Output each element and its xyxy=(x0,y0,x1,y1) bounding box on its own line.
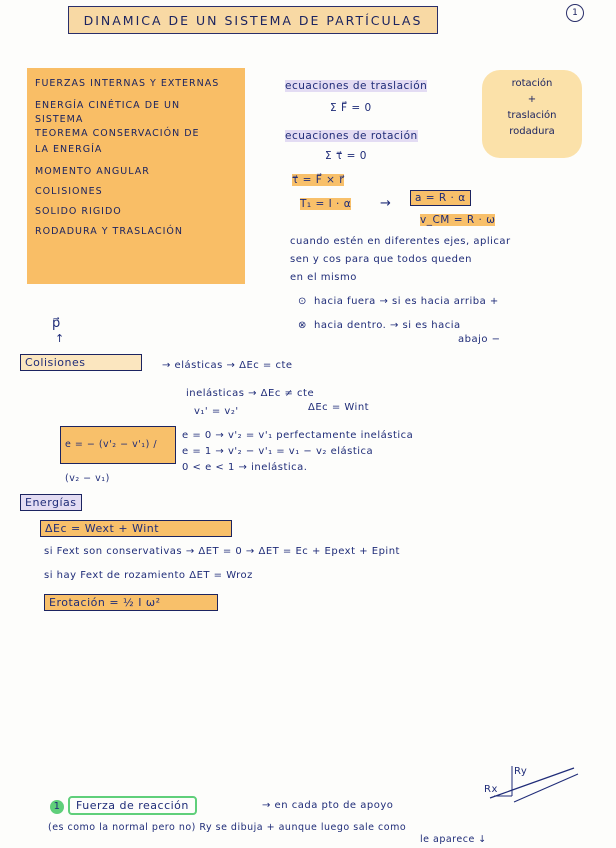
restitution-case: 0 < e < 1 → inelástica. xyxy=(182,462,308,473)
topic-item: FUERZAS INTERNAS Y EXTERNAS xyxy=(35,78,220,89)
restitution-formula: e = − (v'₂ − v'₁) / (v₂ − v₁) xyxy=(60,426,176,464)
support-sketch-icon xyxy=(484,758,584,810)
topic-item: SOLIDO RIGIDO xyxy=(35,206,122,217)
note-line: cuando estén en diferentes ejes, aplicar xyxy=(290,236,511,247)
restitution-case: e = 0 → v'₂ = v'₁ perfectamente inelástica xyxy=(182,430,414,441)
note-line: en el mismo xyxy=(290,272,357,283)
restitution-case: e = 1 → v'₂ − v'₁ = v₁ − v₂ elástica xyxy=(182,446,374,457)
rotation-translation-note: rotación + traslación rodadura xyxy=(482,70,582,158)
vcm-relation: v_CM = R · ω xyxy=(420,214,496,226)
topic-item: LA ENERGÍA xyxy=(35,144,103,155)
topic-item: SISTEMA xyxy=(35,114,84,125)
reaction-force-label: Fuerza de reacción xyxy=(68,796,197,815)
rotational-energy: Erotación = ½ I ω² xyxy=(44,594,218,611)
in-note-2: abajo − xyxy=(458,334,501,345)
topic-item: COLISIONES xyxy=(35,186,103,197)
topic-item: TEOREMA CONSERVACIÓN DE xyxy=(35,128,200,139)
topic-item: MOMENTO ANGULAR xyxy=(35,166,150,177)
energy-theorem: ΔEc = Wext + Wint xyxy=(40,520,232,537)
rotacion-eq: Σ τ⃗ = 0 xyxy=(325,150,367,162)
in-note: hacia dentro. → si es hacia xyxy=(314,320,461,331)
traslacion-eq: Σ F⃗ = 0 xyxy=(330,102,372,114)
inelasticas-line: inelásticas → ΔEc ≠ cte xyxy=(186,388,315,399)
velocity-relation: v₁' = v₂' xyxy=(194,406,239,417)
reaction-line-3: le aparece ↓ xyxy=(420,834,487,845)
inelasticas-line-2: ΔEc = Wint xyxy=(308,402,370,413)
torque-inertia: T₁ = I · α xyxy=(300,198,352,210)
energias-heading: Energías xyxy=(20,494,82,511)
out-of-page-icon: ⊙ xyxy=(298,296,307,307)
conservative-line: si Fext son conservativas → ΔET = 0 → ΔET = Ec + Epext + Epint xyxy=(44,546,400,557)
out-note: hacia fuera → si es hacia arriba + xyxy=(314,296,499,307)
topics-box xyxy=(27,68,245,284)
into-page-icon: ⊗ xyxy=(298,320,307,331)
rotacion-label: ecuaciones de rotación xyxy=(285,130,418,142)
ry-label: Ry xyxy=(514,766,528,777)
page-number: 1 xyxy=(566,4,584,22)
friction-line: si hay Fext de rozamiento ΔET = Wroz xyxy=(44,570,253,581)
topic-item: ENERGÍA CINÉTICA DE UN xyxy=(35,100,181,111)
page-title: DINAMICA DE UN SISTEMA DE PARTÍCULAS xyxy=(68,6,438,34)
acc-relation: a = R · α xyxy=(410,190,471,206)
reaction-line-2: (es como la normal pero no) Ry se dibuja + aunque luego sale como xyxy=(48,822,407,833)
reaction-note: → en cada pto de apoyo xyxy=(262,800,394,811)
rx-label: Rx xyxy=(484,784,498,795)
elasticas-line: → elásticas → ΔEc = cte xyxy=(162,360,293,371)
up-arrow-icon: ↑ xyxy=(55,332,65,345)
torque-definition: τ⃗ = F⃗ × r⃗ xyxy=(292,174,345,186)
momentum-symbol: p⃗ xyxy=(52,316,61,331)
colisiones-heading: Colisiones xyxy=(20,354,142,371)
topic-item: RODADURA Y TRASLACIÓN xyxy=(35,226,183,237)
note-line: sen y cos para que todos queden xyxy=(290,254,472,265)
footer-bullet: 1 xyxy=(50,800,64,814)
traslacion-label: ecuaciones de traslación xyxy=(285,80,428,92)
arrow-icon: → xyxy=(380,196,392,211)
